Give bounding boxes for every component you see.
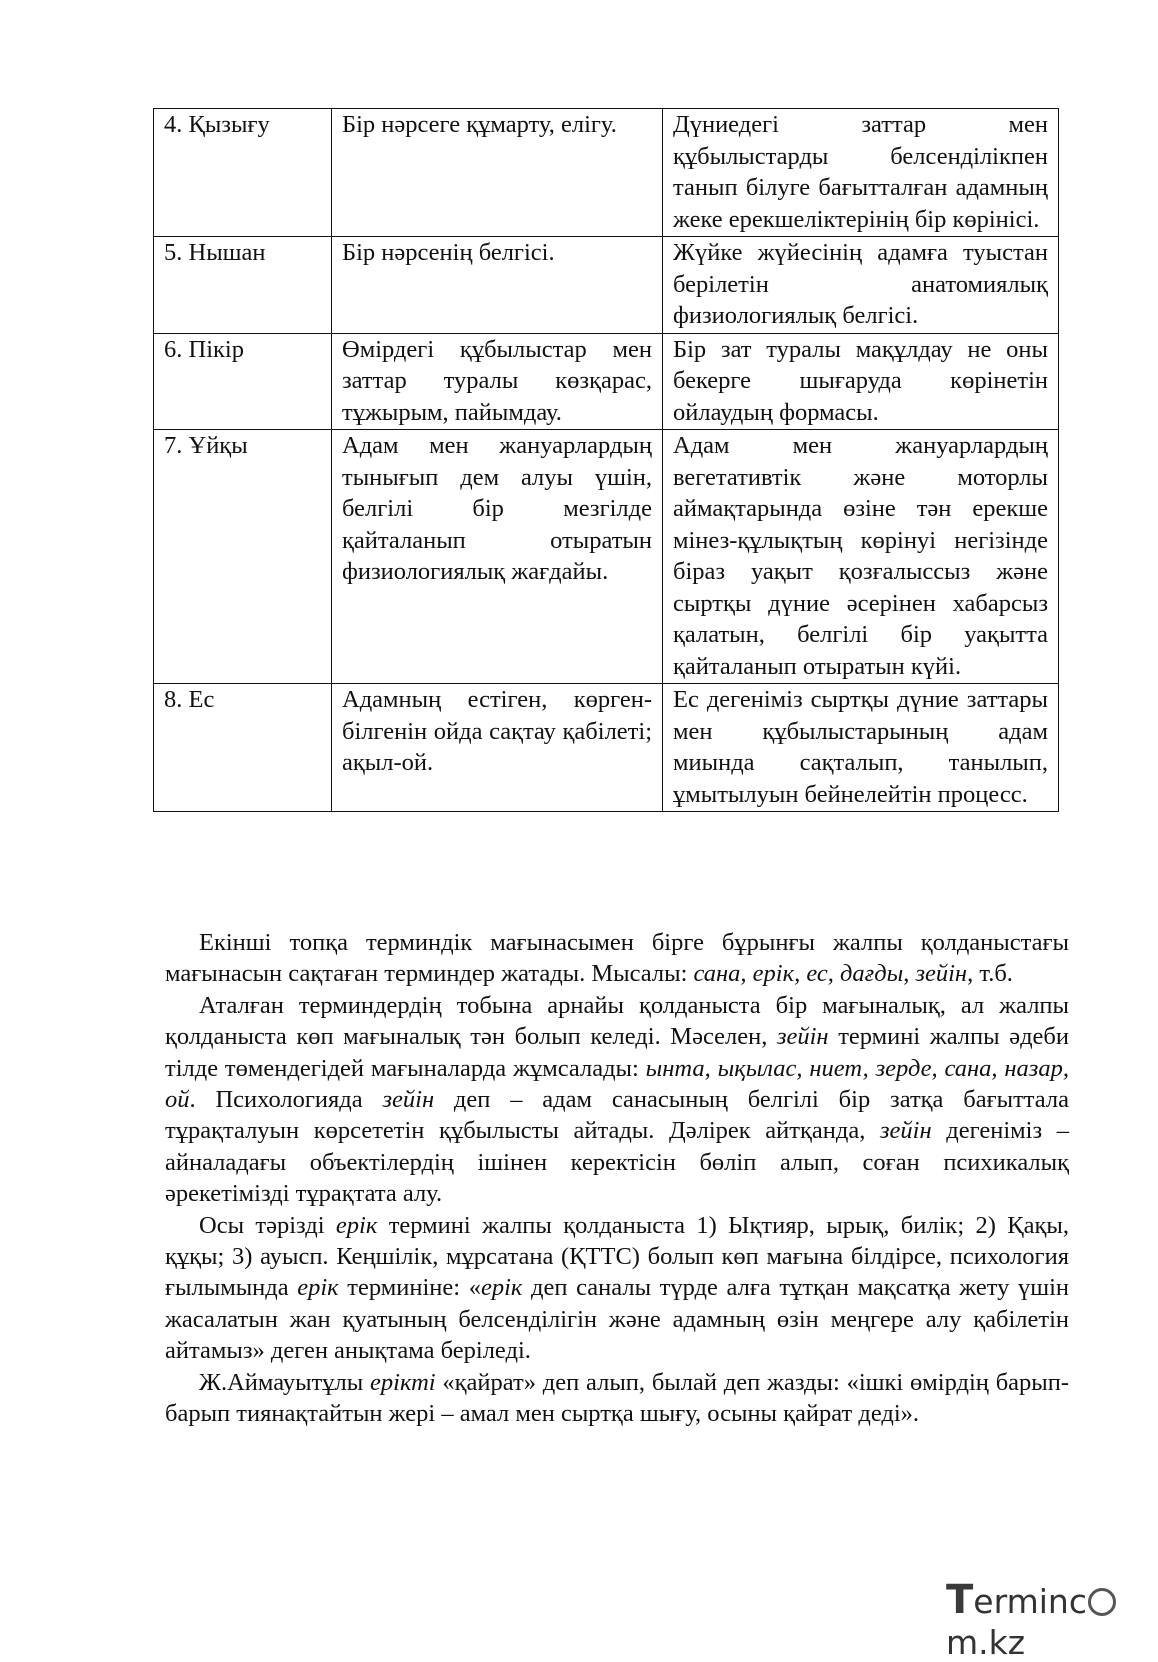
meaning-cell: Бір нәрсеге құмарту, елігу. xyxy=(332,109,663,237)
text-run: Аталған терминдердің тобына арнайы қолданыста бір мағыналық, ал жалпы қолданыста көп мағыналық тән болып келеді. Мәселен, xyxy=(165,991,1069,1051)
meaning-cell: Өмірдегі құбылыстар мен заттар туралы көзқарас, тұжырым, пайымдау. xyxy=(332,333,663,430)
terms-table-body xyxy=(154,109,1059,812)
text-run: «қайрат» деп алып, былай деп жазды: «ішкі өмірдің барып-барып тиянақтайтын жері – амал мен сыртқа шығу, осыны қайрат деді». xyxy=(165,1368,1070,1428)
text-run: терминіне: « xyxy=(338,1274,481,1302)
italic-run: ерік xyxy=(480,1274,523,1302)
text-run: термині жалпы әдеби тілде төмендегідей мағыналарда жұмсалады: xyxy=(165,1023,1069,1082)
paragraph xyxy=(165,927,1069,990)
text-run: Ж.Аймауытұлы xyxy=(199,1368,371,1396)
logo-letter-t: T xyxy=(946,1577,974,1623)
text-run: . Психологияда xyxy=(189,1086,383,1114)
meaning-cell: Адамның естіген, көрген-білгенін ойда сақтау қабілеті; ақыл-ой. xyxy=(332,684,663,812)
italic-run: зейін xyxy=(915,960,968,988)
italic-run: сана, ерік, ес, дағды xyxy=(693,960,904,988)
paragraph xyxy=(165,1210,1069,1367)
logo-ring-icon xyxy=(1088,1588,1116,1616)
paragraph xyxy=(165,1367,1069,1430)
term-cell: 7. Ұйқы xyxy=(154,430,332,684)
italic-run: зейін xyxy=(382,1086,435,1114)
termincom-logo xyxy=(946,1577,1146,1662)
body-text xyxy=(165,927,1069,1430)
italic-run: зейін xyxy=(776,1023,829,1051)
text-run: Осы тәрізді xyxy=(199,1211,336,1239)
italic-run: ынта, ықылас, ниет, зерде, сана, назар, ой xyxy=(165,1054,1069,1114)
italic-run: ерік xyxy=(297,1274,339,1302)
definition-cell: Ес дегеніміз сыртқы дүние заттары мен құбылыстарының адам миында сақталып, танылып, ұмытылуын бейнелейтін процесс. xyxy=(663,684,1059,812)
table-row xyxy=(154,684,1059,812)
text-run: Екінші топқа терминдік мағынасымен бірге бұрынғы жалпы қолданыстағы мағынасын сақтаған терминдер жатады. Мысалы: xyxy=(165,929,1069,988)
paragraph xyxy=(165,990,1069,1210)
table-row xyxy=(154,109,1059,237)
italic-run: ерік xyxy=(335,1211,378,1239)
text-run: термині жалпы қолданыста 1) Ықтияр, ырық, билік; 2) Қақы, құқы; 3) ауысп. Кеңшілік, мұрсатана (ҚТТС) болып көп мағына білдірсе, психология ғылымында xyxy=(165,1211,1069,1302)
text-run: деп саналы түрде алға тұтқан мақсатқа жету үшін жасалатын жан қуатының белсенділігін және адамның өзін меңгере алу қабілетін айтамыз» деген анықтама беріледі. xyxy=(165,1274,1069,1365)
text-run: деп – адам санасының белгілі бір затқа бағыттала тұрақталуын көрсететін құбылысты айтады. Дәлірек айтқанда, xyxy=(165,1086,1070,1145)
meaning-cell: Адам мен жануарлардың тынығып дем алуы үшін, белгілі бір мезгілде қайталанып отыратын физиологиялық жағдайы. xyxy=(332,430,663,684)
meaning-cell: Бір нәрсенің белгісі. xyxy=(332,237,663,334)
definition-cell: Бір зат туралы мақұлдау не оны бекерге шығаруда көрінетін ойлаудың формасы. xyxy=(663,333,1059,430)
definition-cell: Адам мен жануарлардың вегетативтік және моторлы аймақтарында өзіне тән ерекше мінез-құлықтың көрінуі негізінде біраз уақыт қозғалыссыз және сыртқы дүние әсерінен хабарсыз қалатын, белгілі бір уақытта қайталанып отыратын күйі. xyxy=(663,430,1059,684)
logo-text: erminc xyxy=(973,1582,1087,1621)
term-cell: 5. Нышан xyxy=(154,237,332,334)
term-cell: 8. Ес xyxy=(154,684,332,812)
definition-cell: Дүниедегі заттар мен құбылыстарды белсенділікпен танып білуге бағытталған адамның жеке ерекшеліктерінің бір көрінісі. xyxy=(663,109,1059,237)
text-run: дегеніміз – айналадағы объектілердің ішінен керектісін бөліп алып, соған психикалық әрекетімізді тұрақтата алу. xyxy=(165,1117,1069,1208)
italic-run: ерікті xyxy=(370,1368,436,1396)
italic-run: зейін xyxy=(879,1117,932,1145)
terms-table xyxy=(153,108,1059,812)
term-cell: 6. Пікір xyxy=(154,333,332,430)
table-row xyxy=(154,430,1059,684)
table-row xyxy=(154,333,1059,430)
term-cell: 4. Қызығу xyxy=(154,109,332,237)
text-run: , xyxy=(903,960,916,988)
text-run: , т.б. xyxy=(967,960,1013,988)
definition-cell: Жүйке жүйесінің адамға туыстан берілетін анатомиялық физиологиялық белгісі. xyxy=(663,237,1059,334)
logo-text-end: m.kz xyxy=(946,1623,1026,1662)
table-row xyxy=(154,237,1059,334)
